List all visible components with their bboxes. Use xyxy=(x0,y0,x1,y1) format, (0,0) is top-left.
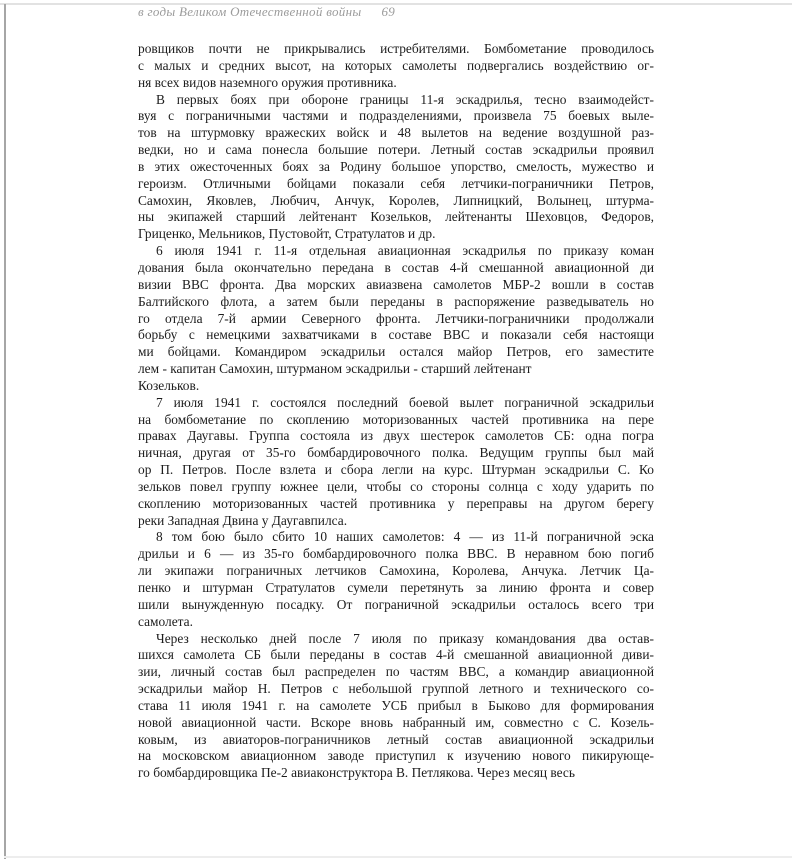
text-line: шихся самолета СБ были переданы в состав 4-й смешанной авиационной диви- xyxy=(138,647,654,663)
text-line: ничная, другая от 35-го бомбардировочного полка. Ведущим группы был май xyxy=(138,445,654,461)
paragraph xyxy=(138,631,654,783)
text-line: Балтийского флота, а затем были переданы в распоряжение разведыватель но xyxy=(138,293,654,309)
text-line: ли экипажи пограничных летчиков Самохина, Королева, Анчука. Летчик Ца- xyxy=(138,563,654,579)
paragraph xyxy=(138,529,654,630)
text-line: реки Западная Двина у Даугавпилса. xyxy=(138,512,348,528)
text-line: ми бойцами. Командиром эскадрильи остался майор Петров, его заместите xyxy=(138,344,654,360)
page-top-rule xyxy=(0,3,792,5)
paragraph xyxy=(138,243,654,395)
text-line: 8 том бою было сбито 10 наших самолетов: 4 — из 11-й пограничной эска xyxy=(156,529,654,545)
text-line: дрильи и 6 — из 35-го бомбардировочного полка ВВС. В неравном бою погиб xyxy=(138,546,654,562)
running-header xyxy=(138,4,395,20)
text-line: самолета. xyxy=(138,613,193,629)
paragraph xyxy=(138,92,654,244)
text-line: В первых боях при обороне границы 11-я эскадрилья, тесно взаимодейст- xyxy=(156,91,654,107)
text-line: го бомбардировщика Пе-2 авиаконструктора В. Петлякова. Через месяц весь xyxy=(138,765,575,781)
text-line: Козельков. xyxy=(138,377,200,393)
text-line: зельков повел группу южнее цели, чтобы со стороны солнца с ходу ударить по xyxy=(138,478,654,494)
text-line: правах Даугавы. Группа состояла из двух шестерок самолетов СБ: одна погра xyxy=(138,428,654,444)
page-number: 69 xyxy=(381,4,396,19)
page-left-rule xyxy=(4,4,6,859)
text-line: шили вынужденную посадку. От пограничной эскадрильи осталось всего три xyxy=(138,596,654,612)
body-text xyxy=(138,41,654,782)
paragraph xyxy=(138,41,654,92)
text-line: на московском авиационном заводе приступил к изучению нового пикирующе- xyxy=(138,748,654,764)
paragraph xyxy=(138,395,654,530)
text-line: скоплению моторизованных частей противника у переправы на другом берегу xyxy=(138,495,654,511)
text-line: на бомбометание по скоплению моторизованных частей противника на пере xyxy=(138,411,654,427)
text-line: Через несколько дней после 7 июля по приказу командования два остав- xyxy=(156,630,654,646)
page-bottom-rule xyxy=(4,856,792,858)
text-line: визии ВВС фронта. Два морских авиазвена самолетов МБР-2 вошли в состав xyxy=(138,276,654,292)
text-line: става 11 июля 1941 г. на самолете УСБ прибыл в Быково для формирования xyxy=(138,697,654,713)
text-line: пенко и штурман Стратулатов сумели перетянуть за линию фронта и совер xyxy=(138,580,654,595)
text-line: зии, личный состав был распределен по частям ВВС, а командир авиационной xyxy=(138,664,654,680)
text-line: ня всех видов наземного оружия противника. xyxy=(138,74,397,90)
running-title: в годы Великом Отечественной войны xyxy=(138,4,362,19)
text-line: ковым, из авиаторов-пограничников летный состав авиационной эскадрильи xyxy=(138,731,654,747)
text-line: ор П. Петров. После взлета и сбора легли на курс. Штурман эскадрильи С. Ко xyxy=(138,462,654,478)
text-line: эскадрильи майор Н. Петров с небольшой группой летного и технического со- xyxy=(138,681,654,697)
text-line: с малых и средних высот, на которых самолеты подвергались воздействию ог- xyxy=(138,57,654,73)
text-line: 6 июля 1941 г. 11-я отдельная авиационная эскадрилья по приказу коман xyxy=(156,243,654,259)
text-line: вуя с пограничными частями и подразделениями, произвела 75 боевых выле- xyxy=(138,108,654,124)
text-line: тов на штурмовку вражеских войск и 48 вылетов на ведение воздушной раз- xyxy=(138,125,654,141)
text-line: ны экипажей старший лейтенант Козельков, лейтенанты Шеховцов, Федоров, xyxy=(138,209,654,225)
text-line: дования была окончательно передана в состав 4-й смешанной авиационной ди xyxy=(138,259,654,275)
text-line: Гриценко, Мельников, Пустовойт, Стратулатов и др. xyxy=(138,226,436,242)
text-line: в этих ожесточенных боях за Родину большое упорство, смелость, мужество и xyxy=(138,158,654,174)
text-line: лем - капитан Самохин, штурманом эскадрильи - старший лейтенант xyxy=(138,361,532,377)
text-line: Самохин, Яковлев, Любчич, Анчук, Королев, Липницкий, Волынец, штурма- xyxy=(138,192,654,208)
text-line: го отдела 7-й армии Северного фронта. Летчики-пограничники продолжали xyxy=(138,310,654,326)
text-line: новой авиационной части. Вскоре вновь набранный им, совместно с С. Козель- xyxy=(138,714,654,730)
text-line: ведки, но и сама понесла большие потери. Летный состав эскадрильи проявил xyxy=(138,142,654,158)
text-line: героизм. Отличными бойцами показали себя летчики-пограничники Петров, xyxy=(138,175,654,191)
text-line: борьбу с немецкими захватчиками в составе ВВС и показали себя настоящи xyxy=(138,327,654,343)
text-line: ровщиков почти не прикрывались истребителями. Бомбометание проводилось xyxy=(138,41,654,56)
text-line: 7 июля 1941 г. состоялся последний боевой вылет пограничной эскадрильи xyxy=(156,394,654,410)
